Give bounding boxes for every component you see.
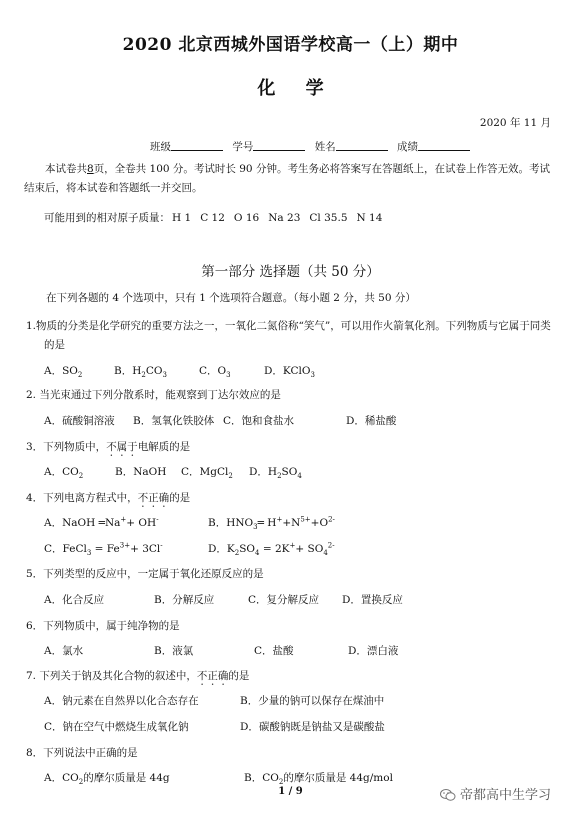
subscript: 2 <box>234 549 240 558</box>
subject-char: 化 <box>257 78 276 99</box>
atomic-mass: C 12 <box>200 212 225 224</box>
question-7-option-b[interactable]: B．少量的钠可以保存在煤油中 <box>240 695 385 707</box>
intro-text: 页，全卷共 100 分。考试时长 90 分钟。考生务必将答案写在答题纸上，在试卷上作答无效。考试结束后，将本试卷和答题纸一并交回。 <box>24 163 550 194</box>
option-text: + 3Cl <box>130 543 161 555</box>
option-text: B．CO <box>244 772 279 784</box>
question-3-option-a[interactable] <box>44 464 83 480</box>
name-blank[interactable] <box>336 140 388 151</box>
superscript: 3+ <box>119 541 131 550</box>
option-text: 的摩尔质量是 44g/mol <box>283 772 393 784</box>
stem-text: 7. 下列关于钠及其化合物的叙述中， <box>26 670 197 682</box>
option-text: C．MgCl <box>181 466 229 478</box>
student-id-blank[interactable] <box>253 140 305 151</box>
question-6-option-a[interactable]: A．氯水 <box>44 645 84 657</box>
page-number: 1 / 9 <box>278 786 303 797</box>
superscript: + <box>276 515 283 524</box>
superscript: + <box>289 541 296 550</box>
instructions-paragraph <box>24 160 552 198</box>
emphasis-text: 不属于 <box>106 441 138 453</box>
question-1-option-c[interactable] <box>199 363 231 379</box>
question-3-option-d[interactable] <box>249 464 302 480</box>
question-6-option-d[interactable]: D．漂白液 <box>348 645 399 657</box>
subscript: 4 <box>323 549 328 558</box>
question-6-option-c[interactable]: C．盐酸 <box>254 645 294 657</box>
question-1-option-d[interactable] <box>264 363 315 379</box>
stem-text: 的是 <box>228 670 250 682</box>
question-8-option-a[interactable] <box>44 770 170 786</box>
atomic-mass: O 16 <box>233 212 260 224</box>
question-6-option-b[interactable]: B．液氯 <box>154 645 194 657</box>
section-instruction: 在下列各题的 4 个选项中，只有 1 个选项符合题意。（每小题 2 分，共 50 分） <box>46 292 416 304</box>
question-5-option-d[interactable]: D．置换反应 <box>342 594 403 606</box>
question-2-option-c[interactable]: C．饱和食盐水 <box>223 415 295 427</box>
option-text: D．KClO <box>264 365 311 377</box>
section-heading: 第一部分 选择题（共 50 分） <box>201 264 380 280</box>
emphasis-text: 不正确 <box>196 670 229 682</box>
atomic-masses-label: 可能用到的相对原子质量： <box>44 212 170 224</box>
option-text: C．FeCl <box>44 543 87 555</box>
class-blank[interactable] <box>171 140 223 151</box>
option-text: B．H <box>114 365 142 377</box>
subscript: 3 <box>310 371 315 380</box>
question-6-stem: 6．下列物质中，属于纯净物的是 <box>26 620 180 632</box>
question-7-stem <box>26 668 249 688</box>
question-5-option-b[interactable]: B．分解反应 <box>154 594 215 606</box>
class-label: 班级 <box>150 141 171 153</box>
option-text: = Fe <box>91 543 120 555</box>
student-id-field[interactable] <box>232 141 307 153</box>
question-4-option-c[interactable] <box>44 541 163 557</box>
subscript: 3 <box>253 523 258 532</box>
student-info-fields <box>150 139 476 154</box>
stem-text: 4．下列电离方程式中， <box>26 492 138 504</box>
wechat-icon <box>440 789 456 801</box>
score-blank[interactable] <box>418 140 470 151</box>
question-1-stem: 1.物质的分类是化学研究的重要方法之一，一氧化二氮俗称“笑气”，可以用作火箭氧化剂。下列物质与它属于同类 <box>26 320 551 332</box>
superscript: - <box>160 541 163 550</box>
subject-char: 学 <box>305 78 324 99</box>
name-label: 姓名 <box>314 141 336 153</box>
option-text: + SO <box>295 543 324 555</box>
option-text: B．NaOH <box>115 466 167 478</box>
superscript: - <box>156 515 159 524</box>
superscript: 2- <box>327 541 335 550</box>
option-text: SO <box>281 466 298 478</box>
exam-title: 2020 北京西城外国语学校高一（上）期中 <box>122 35 459 55</box>
question-4-option-b[interactable] <box>208 515 335 531</box>
superscript: 5+ <box>300 515 311 524</box>
subscript: 3 <box>86 549 92 558</box>
score-field[interactable] <box>397 141 472 153</box>
subscript: 2 <box>78 778 84 787</box>
question-1-option-a[interactable] <box>44 363 82 379</box>
option-text: A．NaOH ═Na <box>44 517 121 529</box>
option-text: +N <box>282 517 301 529</box>
subscript: 3 <box>162 371 167 380</box>
subscript: 2 <box>228 472 233 481</box>
emphasis-text: 不正确 <box>137 492 170 504</box>
stem-text: 3．下列物质中， <box>26 441 107 453</box>
name-field[interactable] <box>315 141 390 153</box>
atomic-mass: Na 23 <box>268 212 301 224</box>
option-text: D．H <box>249 466 278 478</box>
question-5-option-a[interactable]: A．化合反应 <box>44 594 105 606</box>
option-text: D．K <box>208 543 235 555</box>
question-2-option-a[interactable]: A．硫酸铜溶液 <box>44 415 115 427</box>
option-text: +O <box>310 517 329 529</box>
question-4-option-d[interactable] <box>208 541 335 557</box>
page-count: 8 <box>87 163 94 175</box>
option-text: C．O <box>199 365 227 377</box>
subscript: 3 <box>226 371 231 380</box>
question-7-option-d[interactable]: D．碳酸钠既是钠盐又是碳酸盐 <box>240 721 385 733</box>
question-4-stem <box>26 490 190 510</box>
subscript: 4 <box>297 472 302 481</box>
stem-text: 的是 <box>169 492 191 504</box>
option-text: SO <box>239 543 256 555</box>
option-text: = 2K <box>259 543 290 555</box>
atomic-mass: H 1 <box>172 212 192 224</box>
option-text: CO <box>145 365 163 377</box>
option-text: 的摩尔质量是 44g <box>83 772 170 784</box>
stem-text: 电解质的是 <box>137 441 191 453</box>
subject-heading <box>0 74 581 100</box>
intro-text: 本试卷共 <box>45 163 87 175</box>
subscript: 2 <box>78 472 84 481</box>
atomic-mass: Cl 35.5 <box>309 212 348 224</box>
question-8-stem: 8．下列说法中正确的是 <box>26 747 138 759</box>
option-text: A．CO <box>44 772 79 784</box>
question-5-option-c[interactable]: C．复分解反应 <box>248 594 320 606</box>
question-1-stem-cont: 的是 <box>44 339 65 351</box>
subscript: 2 <box>77 371 83 380</box>
question-7-option-c[interactable]: C．钠在空气中燃烧生成氧化钠 <box>44 721 189 733</box>
question-4-option-a[interactable] <box>44 515 159 530</box>
subscript: 2 <box>141 371 146 380</box>
question-2-option-d[interactable]: D．稀盐酸 <box>346 415 397 427</box>
superscript: + <box>120 515 127 524</box>
exam-date: 2020 年 11 月 <box>479 117 551 129</box>
watermark-text: 帝都高中生学习 <box>460 788 552 803</box>
superscript: 2- <box>328 515 335 524</box>
option-text: + OH <box>126 517 157 529</box>
subscript: 2 <box>278 778 284 787</box>
question-2-option-b[interactable]: B．氢氧化铁胶体 <box>133 415 215 427</box>
question-3-stem <box>26 439 190 459</box>
question-3-option-b[interactable] <box>115 464 166 479</box>
question-3-option-c[interactable] <box>181 464 233 480</box>
atomic-masses <box>44 210 391 225</box>
option-text: A．CO <box>44 466 79 478</box>
student-id-label: 学号 <box>232 141 254 153</box>
option-text: ═ H <box>257 517 277 529</box>
question-7-option-a[interactable]: A．钠元素在自然界以化合态存在 <box>44 695 199 707</box>
question-5-stem: 5．下列类型的反应中，一定属于氧化还原反应的是 <box>26 568 264 580</box>
option-text: A．SO <box>44 365 78 377</box>
option-text: B．HNO <box>208 517 254 529</box>
subscript: 4 <box>255 549 260 558</box>
atomic-mass: N 14 <box>356 212 383 224</box>
score-label: 成绩 <box>397 141 419 153</box>
question-8-option-b[interactable] <box>244 770 393 786</box>
watermark <box>440 784 551 803</box>
class-field[interactable] <box>150 141 225 153</box>
question-1-option-b[interactable] <box>114 363 167 379</box>
question-2-stem: 2. 当光束通过下列分散系时，能观察到丁达尔效应的是 <box>26 389 281 401</box>
subscript: 2 <box>277 472 282 481</box>
